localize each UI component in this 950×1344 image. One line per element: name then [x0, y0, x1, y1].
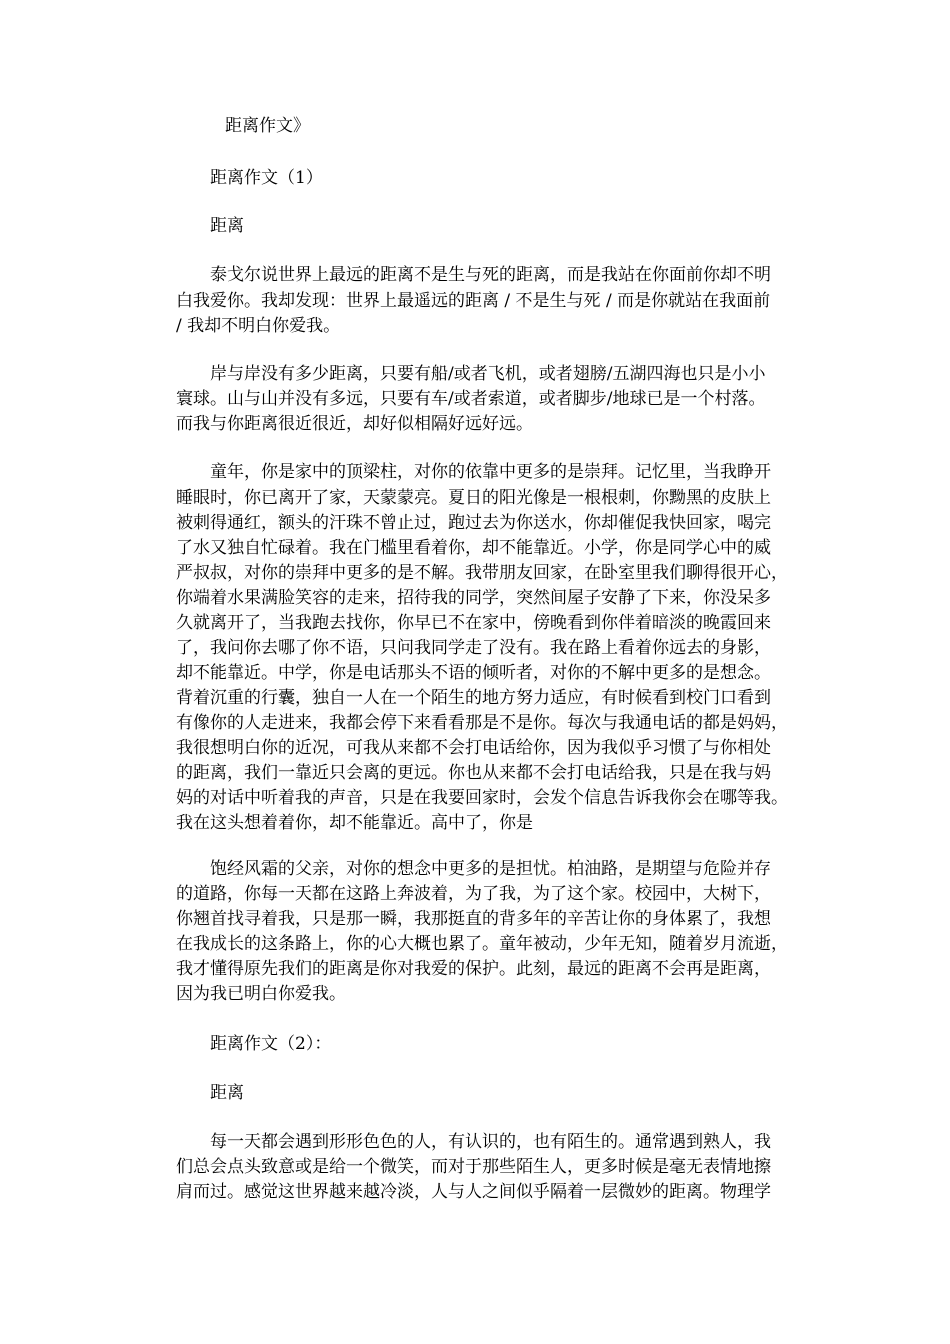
text-line: 的道路，你每一天都在这路上奔波着，为了我，为了这个家。校园中，大树下， — [176, 884, 771, 904]
section-1-subheading: 距离 — [210, 216, 244, 236]
text-line: 我很想明白你的近况，可我从来都不会打电话给你，因为我似乎习惯了与你相处 — [176, 738, 771, 758]
text-line: 有像你的人走进来，我都会停下来看看那是不是你。每次与我通电话的都是妈妈， — [176, 713, 788, 733]
text-line: 背着沉重的行囊，独自一人在一个陌生的地方努力适应，有时候看到校门口看到 — [176, 688, 771, 708]
text-line: 饱经风霜的父亲，对你的想念中更多的是担忧。柏油路，是期望与危险并存 — [210, 859, 771, 879]
text-line: 我在这头想着着你，却不能靠近。高中了，你是 — [176, 813, 533, 833]
section-2-heading: 距离作文（2）： — [210, 1034, 332, 1054]
section-1-heading: 距离作文（1） — [210, 168, 323, 188]
text-line: 严叔叔，对你的崇拜中更多的是不解。我带朋友回家，在卧室里我们聊得很开心， — [176, 563, 788, 583]
text-line: 你翘首找寻着我，只是那一瞬，我那挺直的背多年的辛苦让你的身体累了，我想 — [176, 909, 771, 929]
text-line: 岸与岸没有多少距离，只要有船/或者飞机，或者翅膀/五湖四海也只是小小 — [210, 364, 766, 384]
text-line: 睡眼时，你已离开了家，天蒙蒙亮。夏日的阳光像是一根根刺，你黝黑的皮肤上 — [176, 488, 771, 508]
text-line: 因为我已明白你爱我。 — [176, 984, 346, 1004]
text-line: 妈的对话中听着我的声音，只是在我要回家时，会发个信息告诉我你会在哪等我。 — [176, 788, 788, 808]
text-line: 白我爱你。我却发现：世界上最遥远的距离 / 不是生与死 / 而是你就站在我面前 — [176, 291, 771, 311]
text-line: 久就离开了，当我跑去找你，你早已不在家中，傍晚看到你伴着暗淡的晚霞回来 — [176, 613, 771, 633]
text-line: 我才懂得原先我们的距离是你对我爱的保护。此刻，最远的距离不会再是距离， — [176, 959, 771, 979]
text-line: 寰球。山与山并没有多远，只要有车/或者索道，或者脚步/地球已是一个村落。 — [176, 389, 766, 409]
text-line: 而我与你距离很近很近，却好似相隔好远好远。 — [176, 414, 533, 434]
text-line: / 我却不明白你爱我。 — [176, 316, 341, 336]
text-line: 童年，你是家中的顶梁柱，对你的依靠中更多的是崇拜。记忆里，当我睁开 — [210, 462, 771, 482]
document-title: 距离作文》 — [225, 116, 310, 136]
text-line: 泰戈尔说世界上最远的距离不是生与死的距离，而是我站在你面前你却不明 — [210, 265, 771, 285]
text-line: 被刺得通红，额头的汗珠不曾止过，跑过去为你送水，你却催促我快回家，喝完 — [176, 513, 771, 533]
text-line: 了水又独自忙碌着。我在门槛里看着你，却不能靠近。小学，你是同学心中的威 — [176, 538, 771, 558]
section-2-subheading: 距离 — [210, 1083, 244, 1103]
text-line: 的距离，我们一靠近只会离的更远。你也从来都不会打电话给我，只是在我与妈 — [176, 763, 771, 783]
text-line: 你端着水果满脸笑容的走来，招待我的同学，突然间屋子安静了下来，你没呆多 — [176, 588, 771, 608]
text-line: 了，我问你去哪了你不语，只问我同学走了没有。我在路上看着你远去的身影， — [176, 638, 771, 658]
text-line: 在我成长的这条路上，你的心大概也累了。童年被动，少年无知，随着岁月流逝， — [176, 934, 788, 954]
text-line: 每一天都会遇到形形色色的人，有认识的，也有陌生的。通常遇到熟人，我 — [210, 1132, 771, 1152]
text-line: 却不能靠近。中学，你是电话那头不语的倾听者，对你的不解中更多的是想念。 — [176, 663, 771, 683]
text-line: 肩而过。感觉这世界越来越冷淡，人与人之间似乎隔着一层微妙的距离。物理学 — [176, 1182, 771, 1202]
text-line: 们总会点头致意或是给一个微笑，而对于那些陌生人，更多时候是毫无表情地擦 — [176, 1157, 771, 1177]
